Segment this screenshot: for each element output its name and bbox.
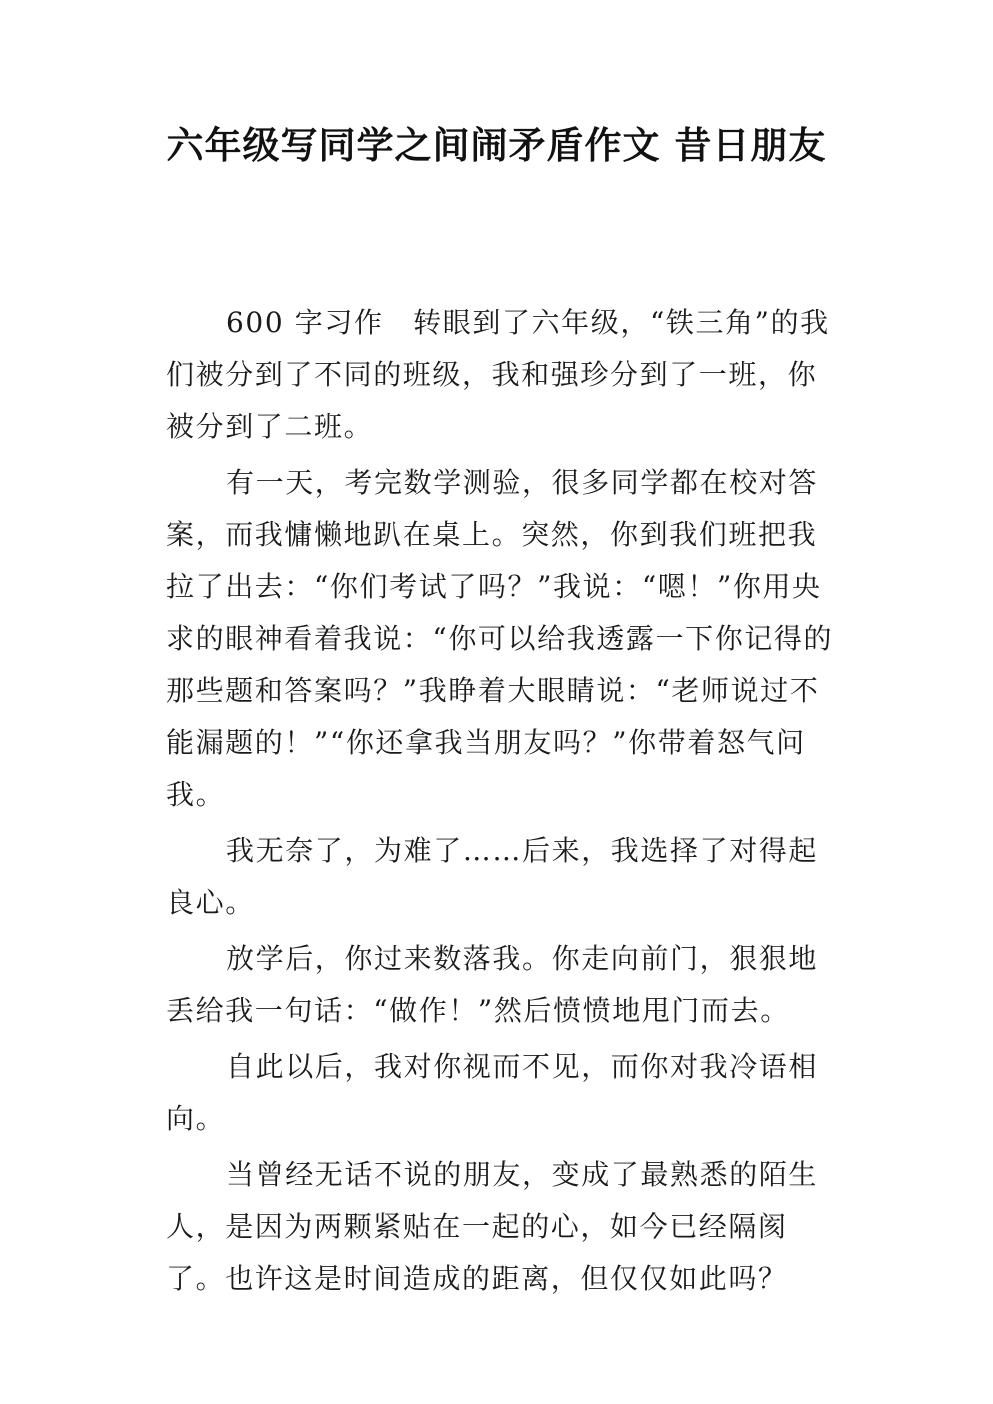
- paragraph-2: 有一天，考完数学测验，很多同学都在校对答案，而我慵懒地趴在桌上。突然，你到我们班把我拉了出去：“你们考试了吗？”我说：“嗯！”你用央求的眼神看着我说：“你可以给我透露一下你记得的那些题和答案吗？”我睁着大眼睛说：“老师说过不能漏题的！”“你还拿我当朋友吗？”你带着怒气问我。: [166, 466, 834, 811]
- paragraph-1: 600 字习作 转眼到了六年级，“铁三角”的我们被分到了不同的班级，我和强珍分到了一班，你被分到了二班。: [166, 306, 830, 443]
- paragraph-5: 自此以后，我对你视而不见，而你对我冷语相向。: [166, 1050, 819, 1135]
- paragraph-6: 当曾经无话不说的朋友，变成了最熟悉的陌生人，是因为两颗紧贴在一起的心，如今已经隔阂了。也许这是时间造成的距离，但仅仅如此吗？: [166, 1158, 819, 1295]
- document-title: 六年级写同学之间闹矛盾作文 昔日朋友: [166, 124, 827, 167]
- document-body: [166, 297, 836, 1309]
- paragraph-3: 我无奈了，为难了……后来，我选择了对得起良心。: [166, 834, 819, 919]
- paragraph-4: 放学后，你过来数落我。你走向前门，狠狠地丢给我一句话：“做作！”然后愤愤地甩门而去。: [166, 942, 819, 1027]
